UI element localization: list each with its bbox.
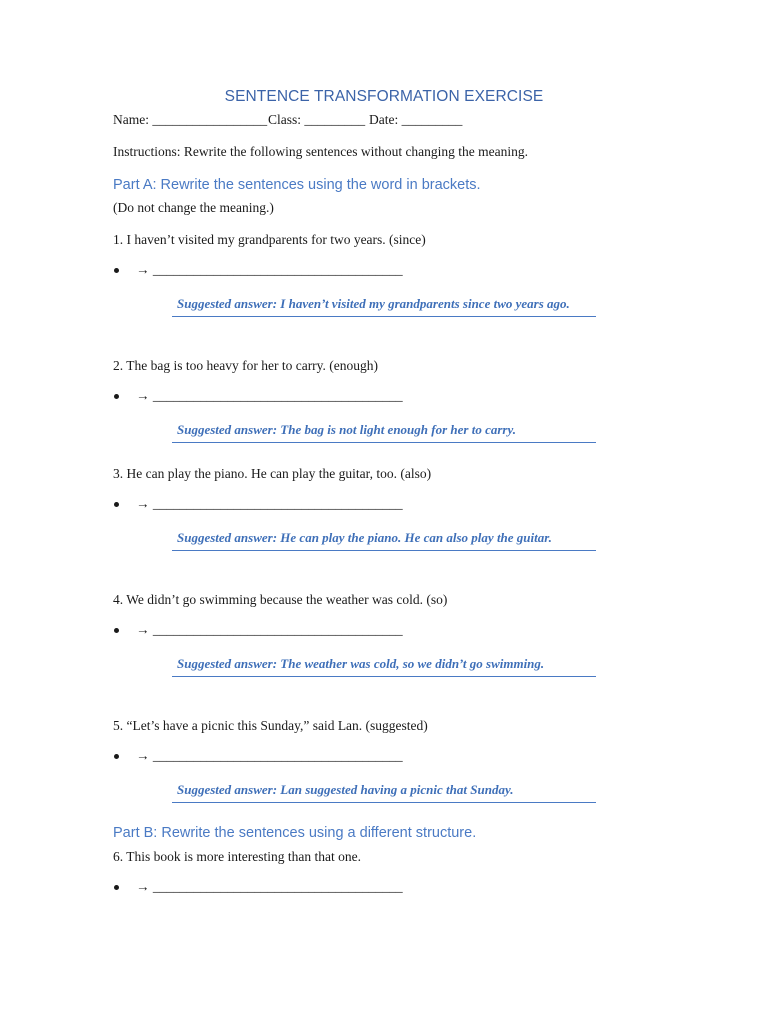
name-field: Name: _________________ bbox=[113, 112, 268, 127]
part-b-heading: Part B: Rewrite the sentences using a different structure. bbox=[113, 825, 477, 841]
suggested-answer-2: Suggested answer: The bag is not light enough for her to carry. bbox=[172, 420, 596, 443]
suggested-answer-5: Suggested answer: Lan suggested having a picnic that Sunday. bbox=[172, 780, 596, 803]
instructions-text: Instructions: Rewrite the following sentences without changing the meaning. bbox=[113, 144, 529, 159]
class-field: Class: _________ bbox=[268, 112, 366, 127]
bullet-icon bbox=[114, 268, 119, 273]
answer-blank-1[interactable]: → _____________________________________ bbox=[136, 262, 403, 277]
bullet-icon bbox=[114, 394, 119, 399]
answer-blank-2[interactable]: → _____________________________________ bbox=[136, 388, 403, 403]
question-6: 6. This book is more interesting than that one. bbox=[113, 849, 361, 864]
question-4: 4. We didn’t go swimming because the weather was cold. (so) bbox=[113, 592, 448, 607]
date-field: Date: _________ bbox=[369, 112, 463, 127]
part-a-heading: Part A: Rewrite the sentences using the word in brackets. bbox=[113, 177, 481, 193]
bullet-icon bbox=[114, 754, 119, 759]
suggested-answer-3: Suggested answer: He can play the piano. He can also play the guitar. bbox=[172, 528, 596, 551]
suggested-answer-1: Suggested answer: I haven’t visited my grandparents since two years ago. bbox=[172, 294, 596, 317]
bullet-icon bbox=[114, 502, 119, 507]
part-a-note: (Do not change the meaning.) bbox=[113, 200, 274, 215]
question-1: 1. I haven’t visited my grandparents for two years. (since) bbox=[113, 232, 426, 247]
bullet-icon bbox=[114, 885, 119, 890]
answer-blank-6[interactable]: → _____________________________________ bbox=[136, 879, 403, 894]
bullet-icon bbox=[114, 628, 119, 633]
question-2: 2. The bag is too heavy for her to carry. (enough) bbox=[113, 358, 379, 373]
answer-blank-3[interactable]: → _____________________________________ bbox=[136, 496, 403, 511]
question-5: 5. “Let’s have a picnic this Sunday,” said Lan. (suggested) bbox=[113, 718, 428, 733]
suggested-answer-4: Suggested answer: The weather was cold, so we didn’t go swimming. bbox=[172, 654, 596, 677]
worksheet-title: SENTENCE TRANSFORMATION EXERCISE bbox=[224, 88, 544, 105]
answer-blank-5[interactable]: → _____________________________________ bbox=[136, 748, 403, 763]
question-3: 3. He can play the piano. He can play the guitar, too. (also) bbox=[113, 466, 432, 481]
answer-blank-4[interactable]: → _____________________________________ bbox=[136, 622, 403, 637]
